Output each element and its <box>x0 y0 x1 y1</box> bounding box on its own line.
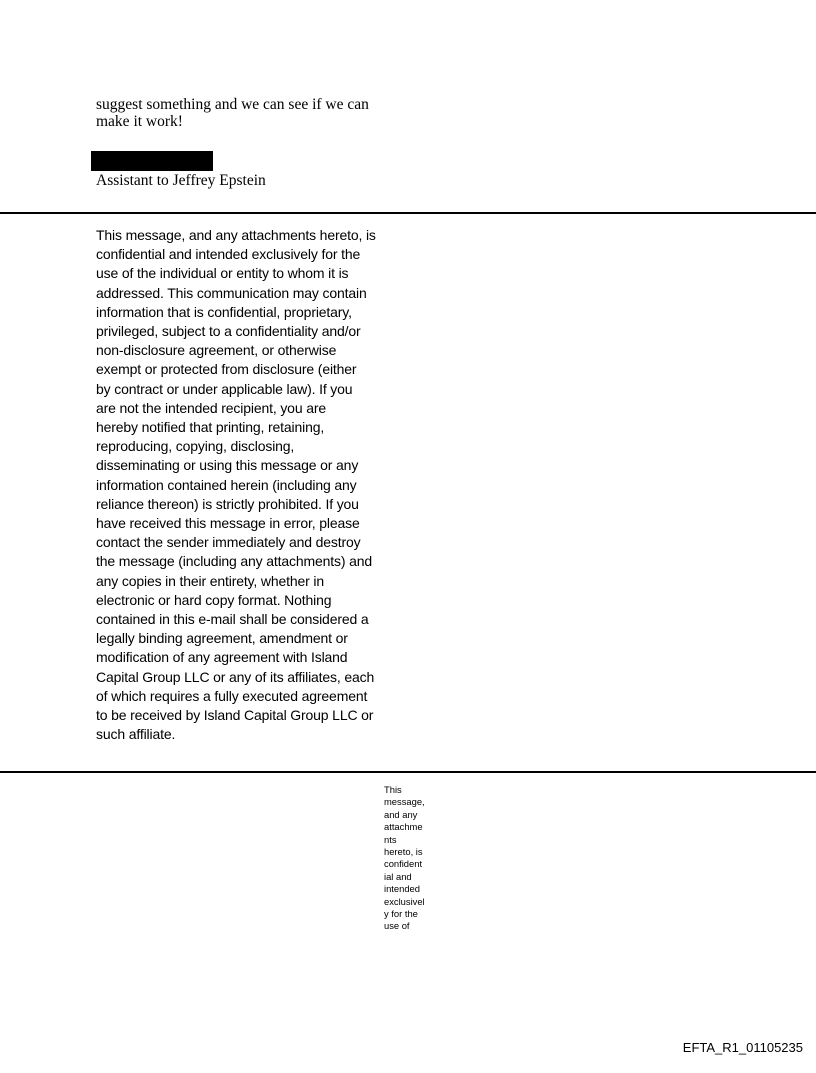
disclaimer-line: the message (including any attachments) and <box>96 553 373 570</box>
divider-top <box>0 212 816 214</box>
disclaimer-line: have received this message in error, please <box>96 515 360 532</box>
document-id-stamp: EFTA_R1_01105235 <box>682 1040 803 1055</box>
email-body-closing <box>96 97 396 130</box>
disclaimer-line: electronic or hard copy format. Nothing <box>96 591 332 608</box>
snippet-line: hereto, is <box>384 846 423 858</box>
signature-title: Assistant to Jeffrey Epstein <box>96 172 266 189</box>
disclaimer-line: addressed. This communication may contain <box>96 284 367 301</box>
disclaimer-line: information contained herein (including any <box>96 476 357 493</box>
email-body-line: suggest something and we can see if we can <box>96 96 369 113</box>
disclaimer-line: use of the individual or entity to whom it is <box>96 265 349 282</box>
disclaimer-line: of which requires a fully executed agreement <box>96 687 368 704</box>
snippet-line: attachme <box>384 821 423 833</box>
disclaimer-line: reliance thereon) is strictly prohibited. If you <box>96 495 359 512</box>
disclaimer-line: disseminating or using this message or any <box>96 457 359 474</box>
snippet-line: intended <box>384 883 420 895</box>
divider-bottom <box>0 771 816 773</box>
disclaimer-line: hereby notified that printing, retaining, <box>96 419 325 436</box>
confidentiality-disclaimer <box>96 226 396 744</box>
disclaimer-line: privileged, subject to a confidentiality and/or <box>96 323 361 340</box>
snippet-line: ial and <box>384 870 412 882</box>
disclaimer-line: exempt or protected from disclosure (either <box>96 361 357 378</box>
disclaimer-snippet-narrow <box>384 784 436 933</box>
snippet-line: confident <box>384 858 423 870</box>
disclaimer-line: contact the sender immediately and destroy <box>96 534 361 551</box>
disclaimer-line: modification of any agreement with Island <box>96 649 348 666</box>
disclaimer-line: confidential and intended exclusively for the <box>96 246 361 263</box>
snippet-line: exclusivel <box>384 895 425 907</box>
snippet-line: This <box>384 784 402 795</box>
disclaimer-line: to be received by Island Capital Group LLC or <box>96 707 374 724</box>
snippet-line: and any <box>384 808 418 820</box>
disclaimer-line: information that is confidential, proprietary, <box>96 303 352 320</box>
disclaimer-line: by contract or under applicable law). If you <box>96 380 353 397</box>
disclaimer-line: non-disclosure agreement, or otherwise <box>96 342 337 359</box>
email-body-line: make it work! <box>96 112 183 130</box>
disclaimer-line: such affiliate. <box>96 726 176 743</box>
disclaimer-line: This message, and any attachments hereto, is <box>96 227 376 243</box>
redacted-name-block <box>91 151 213 171</box>
disclaimer-line: legally binding agreement, amendment or <box>96 630 348 647</box>
snippet-line: use of <box>384 920 410 932</box>
disclaimer-line: contained in this e-mail shall be considered a <box>96 611 369 628</box>
disclaimer-line: are not the intended recipient, you are <box>96 399 326 416</box>
snippet-line: nts <box>384 833 397 845</box>
disclaimer-line: reproducing, copying, disclosing, <box>96 438 295 455</box>
snippet-line: message, <box>384 796 425 808</box>
disclaimer-line: Capital Group LLC or any of its affiliates, each <box>96 668 375 685</box>
disclaimer-line: any copies in their entirety, whether in <box>96 572 324 589</box>
snippet-line: y for the <box>384 908 418 920</box>
